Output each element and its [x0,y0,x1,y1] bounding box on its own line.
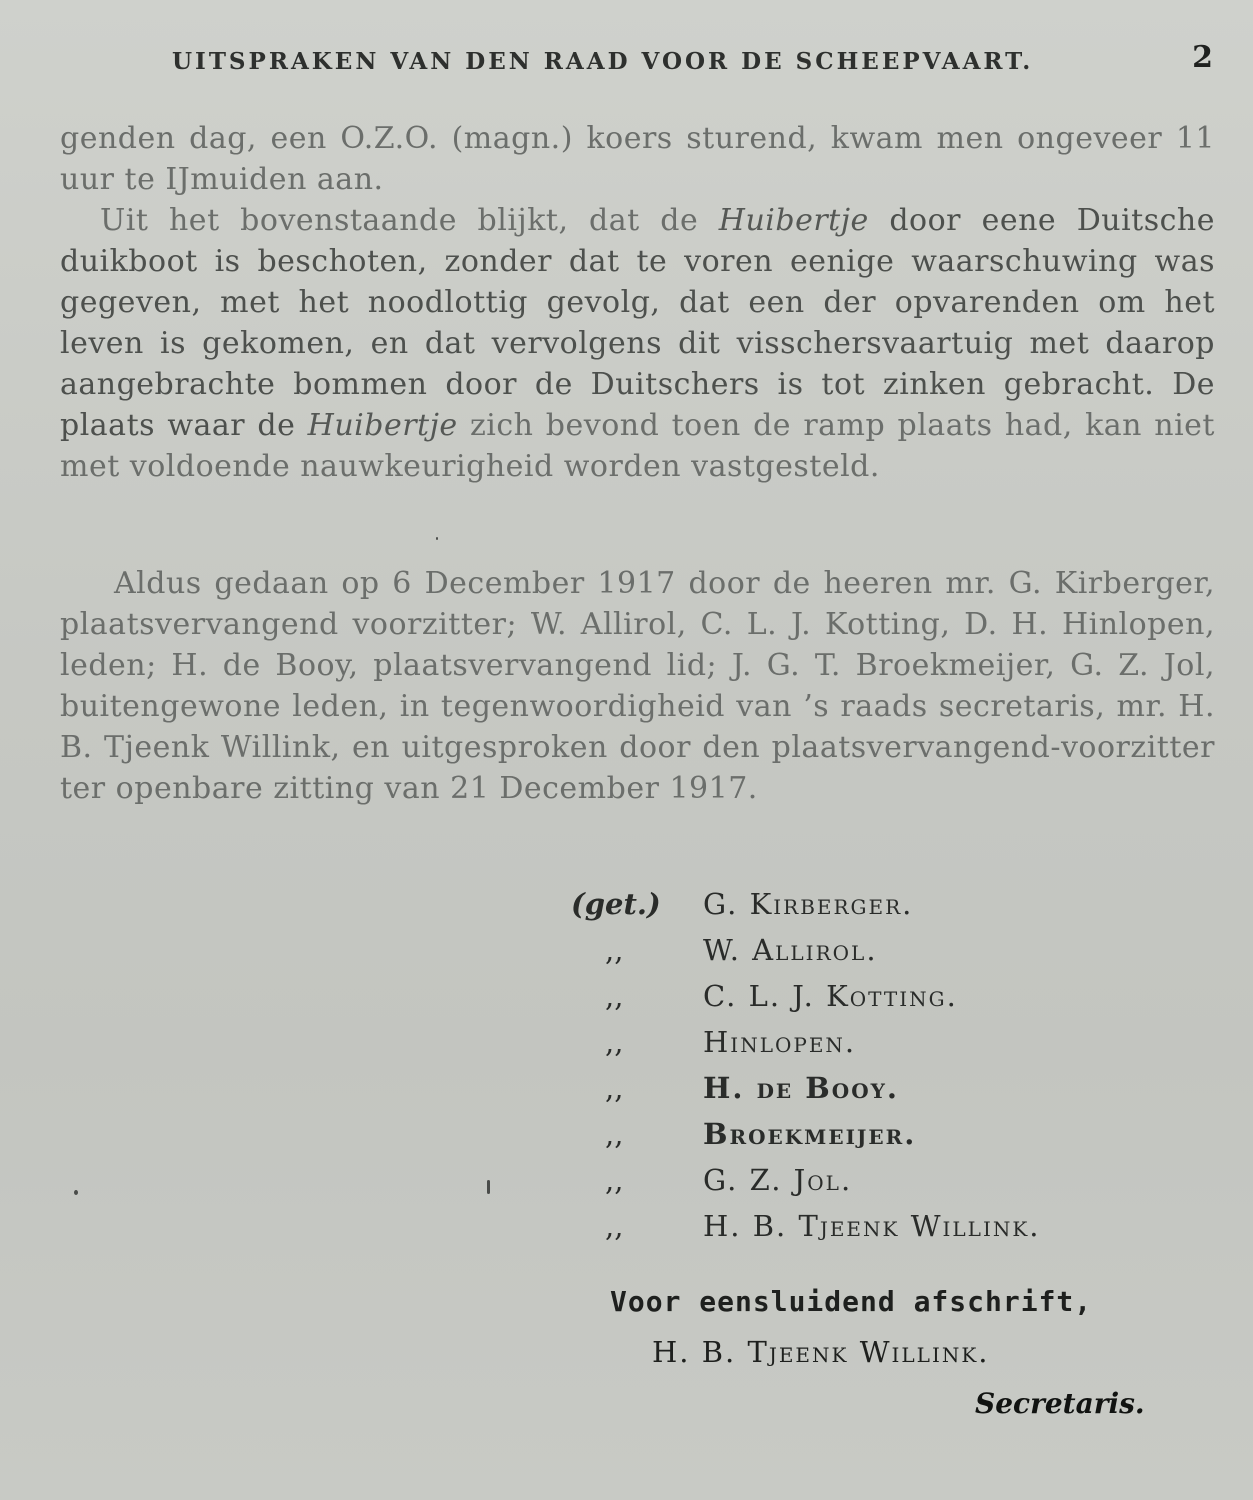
ditto-mark: ,, [605,1117,624,1151]
ditto-mark: ,, [605,1071,624,1105]
signature-line [565,1069,1205,1115]
signatory-name: G. Kirberger. [703,887,914,921]
page-header [60,40,1213,80]
findings-text-2: door eene Duitsche duikboot is beschoten, zonder dat te voren eenige waarschuwing was gegeven, met het noodlottig gevolg, dat een der opvarenden om het leven is gekomen, en dat vervolgens dit visschersvaartuig met daarop aangebrachte bommen door de Duitschers is tot zinken gebracht. De plaats waar de [60,203,1216,443]
ditto-mark: ,, [605,979,624,1013]
signatory-name: W. Allirol. [703,933,878,967]
ditto-mark: ,, [605,933,624,967]
body-text [60,118,1215,487]
signatory-name: C. L. J. Kotting. [703,979,958,1013]
signature-line [565,1161,1205,1207]
signatory-name: G. Z. Jol. [703,1163,853,1197]
closing-paragraph: Aldus gedaan op 6 December 1917 door de heeren mr. G. Kirberger, plaatsvervangend voorzitter; W. Allirol, C. L. J. Kotting, D. H. Hinlopen, leden; H. de Booy, plaatsvervangend lid; J. G. T. Broekmeijer, G. Z. Jol, buitengewone leden, in tegenwoordigheid van ’s raads secretaris, mr. H. B. Tjeenk Willink, en uitgesproken door den plaatsvervangend-voorzitter ter openbare zitting van 21 December 1917. [60,566,1215,806]
paragraph-continuation: genden dag, een O.Z.O. (magn.) koers sturend, kwam men ongeveer 11 uur te IJmuiden aan. [60,121,1215,197]
running-title: UITSPRAKEN VAN DEN RAAD VOOR DE SCHEEPVAART. [172,48,1034,75]
paper-speck [487,1180,490,1194]
signed-label: (get.) [571,887,661,921]
signature-line [565,1207,1205,1253]
signatory-name: H. B. Tjeenk Willink. [703,1209,1041,1243]
ditto-mark: ,, [605,1209,624,1243]
certified-copy-statement: Voor eensluidend afschrift, [610,1285,1093,1318]
signature-line [565,1115,1205,1161]
signature-block [565,885,1205,1253]
ditto-mark: ,, [605,1163,624,1197]
signature-line [565,931,1205,977]
page-number: 2 [1192,40,1213,75]
signatory-name: H. de Booy. [703,1071,900,1105]
signature-line [565,1023,1205,1069]
secretary-name: H. B. Tjeenk Willink. [652,1335,990,1369]
ship-name: Huibertje [307,408,458,443]
signatory-name: Hinlopen. [703,1025,857,1059]
signature-line [565,977,1205,1023]
signature-line [565,885,1205,931]
paper-speck [436,537,438,540]
findings-text-1: Uit het bovenstaande blijkt, dat de [100,203,719,238]
findings-text-3: zich bevond toen de ramp plaats had, kan niet met voldoende nauwkeurigheid worden vastgesteld. [60,408,1215,484]
paragraph-findings [60,200,1215,487]
paper-speck [74,1190,78,1195]
signatory-name: Broekmeijer. [703,1117,917,1151]
secretary-title: Secretaris. [975,1387,1145,1420]
ditto-mark: ,, [605,1025,624,1059]
ship-name: Huibertje [718,203,869,238]
